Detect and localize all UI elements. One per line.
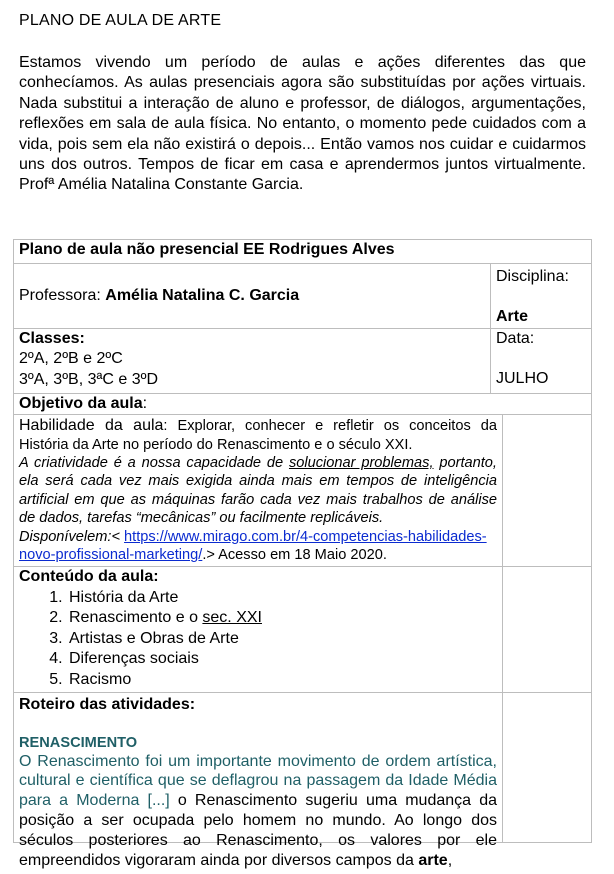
discipline-cell: [491, 264, 592, 329]
section-text-teal: O Renascimento foi um importante movimento de ordem artística, cultural e científica que se deflagrou na passagem da Idade Média para a Moderna [...]: [19, 752, 497, 810]
discipline-value: Arte: [496, 308, 529, 326]
objective-cell: [14, 415, 503, 567]
section-heading: RENASCIMENTO: [19, 734, 138, 751]
list-item-underlined: sec. XXI: [202, 609, 262, 627]
teacher-cell: [14, 264, 491, 329]
objective-label: Objetivo da aula: [19, 394, 143, 412]
content-list: [19, 588, 497, 691]
list-item: 1. História da Arte: [67, 588, 497, 609]
section-text-black: o Renascimento sugeriu uma mudança da posição a ser ocupada pelo homem no mundo. Ao longo dos séculos posteriores ao Renascimento, os valores por ele empreendidos vigoraram ainda por diversos campos da: [19, 792, 497, 869]
date-value: JULHO: [496, 370, 549, 388]
teacher-name: Amélia Natalina C. Garcia: [105, 286, 300, 304]
classes-line-1: 2ºA, 2ºB e 2ºC: [19, 350, 123, 368]
classes-label: Classes:: [19, 329, 85, 347]
available-after: .> Acesso em 18 Maio 2020.: [202, 547, 387, 564]
skill-paragraph: [19, 417, 497, 454]
list-item: 2. Renascimento e o sec. XXI: [67, 608, 497, 629]
available-paragraph: [19, 528, 497, 565]
date-cell: [491, 328, 592, 393]
content-label: Conteúdo da aula:: [19, 568, 159, 586]
intro-paragraph: Estamos vivendo um período de aulas e ações diferentes das que conhecíamos. As aulas presenciais agora são substituídas por ações virtuais. Nada substitui a interação de aluno e professor, de diálogos, argumentações, reflexões em sala de aula física. No entanto, o momento pede cuidados com a vida, pois sem ela não existirá o depois... Então vamos nos cuidar e cuidarmos uns dos outros. Tempos de ficar em casa e aprendermos juntos virtualmente. Profª Amélia Natalina Constante Garcia.: [19, 54, 586, 194]
quote-underlined: solucionar problemas,: [288, 455, 434, 472]
section-text-bold: arte: [418, 851, 448, 869]
available-label: Disponívelem:<: [19, 528, 125, 545]
empty-cell: [503, 567, 592, 693]
source-link[interactable]: https://www.mirago.com.br/4-competencias-habilidades-novo-profissional-marketing/: [19, 528, 487, 564]
empty-cell: [503, 693, 592, 843]
teacher-label: Professora:: [19, 286, 106, 304]
date-label: Data:: [496, 329, 535, 347]
section-paragraph: [19, 752, 497, 869]
table-header: Plano de aula não presencial EE Rodrigues Alves: [14, 240, 592, 264]
empty-cell: [503, 415, 592, 567]
quote-before: A criatividade é a nossa capacidade de: [19, 455, 289, 472]
objective-row: [14, 393, 592, 414]
list-item: 3. Artistas e Obras de Arte: [67, 629, 497, 650]
activities-label: Roteiro das atividades:: [19, 696, 196, 714]
activities-cell: [14, 693, 503, 869]
list-item: 4. Diferenças sociais: [67, 649, 497, 670]
quote-after: portanto, ela será cada vez mais exigida ainda mais em tempos de inteligência artificial em que as máquinas farão cada vez mais trabalhos de análise de dados, tarefas “mecânicas” ou facilmente replicáveis.: [19, 455, 497, 527]
skill-label: Habilidade da aula: [19, 417, 164, 435]
classes-cell: [14, 328, 491, 393]
list-item: 5. Racismo: [67, 670, 497, 691]
page-title: PLANO DE AULA DE ARTE: [19, 12, 222, 29]
classes-line-2: 3ºA, 3ºB, 3ªC e 3ºD: [19, 370, 159, 388]
content-cell: [14, 567, 503, 693]
objective-colon: :: [142, 394, 148, 412]
skill-text: : Explorar, conhecer e refletir os conceitos da História da Arte no período do Renascimento e o século XXI.: [19, 418, 497, 453]
section-text-comma: ,: [447, 851, 453, 869]
quote-paragraph: [19, 454, 497, 528]
discipline-label: Disciplina:: [496, 268, 569, 285]
lesson-plan-table: [13, 239, 592, 869]
